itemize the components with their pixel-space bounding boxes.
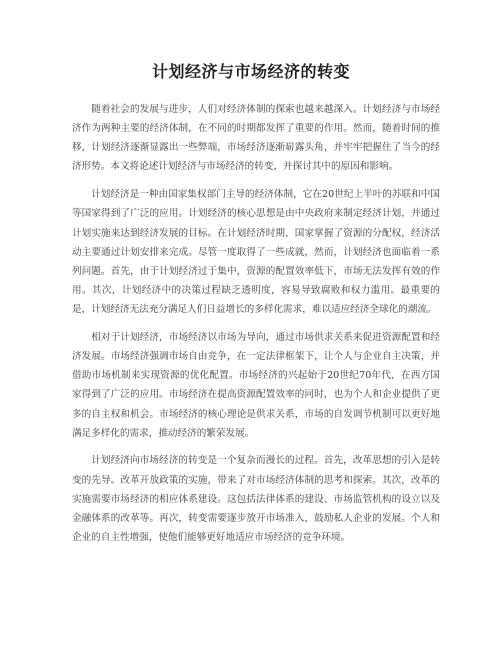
document-title: 计划经济与市场经济的转变: [151, 62, 350, 81]
paragraph-transition: 计划经济向市场经济的转变是一个复杂而漫长的过程。首先，改革思想的引入是转变的先导。改革开放政策的实施，带来了对市场经济体制的思考和探索。其次，改革的实施需要市场经济的相应体系建设。这包括法律体系的建设、市场监管机构的设立以及金融体系的改革等。再次，转变需要逐步放开市场准入，鼓励私人企业的发展。个人和企业的自主性增强，使他们能够更好地适应市场经济的竞争环境。: [72, 455, 440, 544]
paragraph-intro: 随着社会的发展与进步，人们对经济体制的探索也越来越深入。计划经济与市场经济作为两种主要的经济体制，在不同的时期都发挥了重要的作用。然而，随着时间的推移，计划经济逐渐显露出一些弊端，市场经济逐渐崭露头角，并牢牢把握住了当今的经济形势。本文将论述计划经济与市场经济的转变，并探讨其中的原因和影响。: [72, 104, 440, 173]
paragraph-market-economy: 相对于计划经济，市场经济以市场为导向，通过市场供求关系来促进资源配置和经济发展。市场经济强调市场自由竞争，在一定法律框架下，让个人与企业自主决策，并借助市场机制来实现资源的优化配置。市场经济的兴起始于20世纪70年代，在西方国家得到了广泛的应用。市场经济在提高资源配置效率的同时，也为个人和企业提供了更多的自主权和机会。市场经济的核心理论是供求关系，市场的自发调节机制可以更好地满足多样化的需求，推动经济的繁荣发展。: [72, 331, 440, 439]
paragraph-planned-economy: 计划经济是一种由国家集权部门主导的经济体制，它在20世纪上半叶的苏联和中国等国家得到了广泛的应用。计划经济的核心思想是由中央政府来制定经济计划，并通过计划实施来达到经济发展的目标。在计划经济时期，国家掌握了资源的分配权，经济活动主要通过计划安排来完成。尽管一度取得了一些成就，然而，计划经济也面临着一系列问题。首先，由于计划经济过于集中，资源的配置效率低下，市场无法发挥有效的作用。其次，计划经济中的决策过程缺乏透明度，容易导致腐败和权力滥用。最重要的是，计划经济无法充分满足人们日益增长的多样化需求，难以适应经济全球化的潮流。: [72, 189, 440, 316]
document-body: [72, 100, 440, 556]
